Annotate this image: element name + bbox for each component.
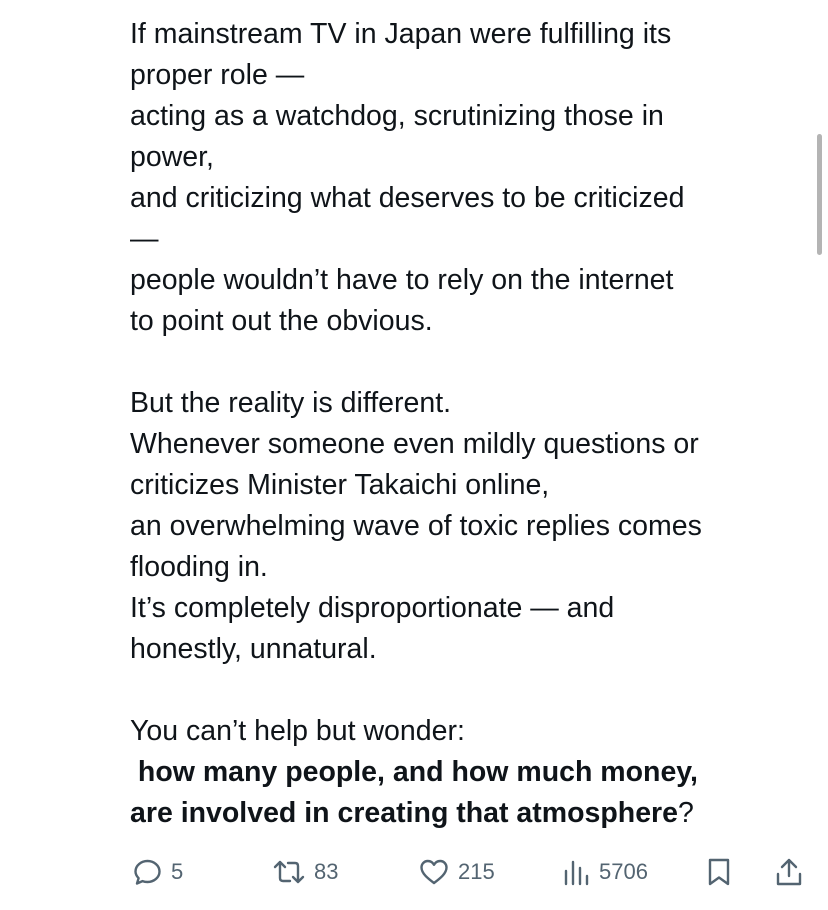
views-button[interactable] xyxy=(563,852,648,892)
question-mark: ? xyxy=(678,797,694,829)
bookmark-button[interactable] xyxy=(706,852,732,892)
paragraph-3 xyxy=(130,711,802,834)
repost-icon xyxy=(272,857,306,887)
text-line: acting as a watchdog, scrutinizing those in xyxy=(130,100,664,132)
text-line: But the reality is different. xyxy=(130,387,452,419)
text-line: It’s completely disproportionate — and xyxy=(130,592,615,624)
paragraph-1 xyxy=(130,14,802,342)
bold-text-line: how many people, and how much money, xyxy=(130,756,698,788)
text-line: proper role — xyxy=(130,59,305,91)
text-line: criticizes Minister Takaichi online, xyxy=(130,469,550,501)
reply-button[interactable] xyxy=(133,852,183,892)
paragraph-gap xyxy=(130,342,802,383)
action-bar xyxy=(0,852,828,892)
post-text xyxy=(130,14,802,834)
text-line: an overwhelming wave of toxic replies comes xyxy=(130,510,702,542)
scrollbar[interactable] xyxy=(817,134,822,255)
repost-count: 83 xyxy=(314,859,339,884)
text-line: people wouldn’t have to rely on the internet xyxy=(130,264,674,296)
heart-icon xyxy=(418,857,450,887)
text-line: You can’t help but wonder: xyxy=(130,715,465,747)
bold-text-line: are involved in creating that atmosphere xyxy=(130,797,678,829)
views-count: 5706 xyxy=(599,859,648,884)
text-line-mixed xyxy=(130,793,802,834)
bookmark-icon xyxy=(706,857,732,887)
views-icon xyxy=(563,857,591,887)
like-count: 215 xyxy=(458,859,495,884)
share-button[interactable] xyxy=(774,852,804,892)
reply-count: 5 xyxy=(171,859,184,884)
paragraph-gap xyxy=(130,670,802,711)
paragraph-2 xyxy=(130,383,802,670)
text-line: and criticizing what deserves to be criticized xyxy=(130,182,685,214)
reply-icon xyxy=(133,857,163,887)
like-button[interactable] xyxy=(418,852,495,892)
text-line: power, xyxy=(130,141,214,173)
text-line: — xyxy=(130,223,159,255)
text-line: to point out the obvious. xyxy=(130,305,433,337)
repost-button[interactable] xyxy=(272,852,338,892)
text-line: flooding in. xyxy=(130,551,268,583)
share-icon xyxy=(774,857,804,887)
text-line: Whenever someone even mildly questions or xyxy=(130,428,699,460)
text-line: honestly, unnatural. xyxy=(130,633,377,665)
text-line: If mainstream TV in Japan were fulfilling its xyxy=(130,18,672,50)
